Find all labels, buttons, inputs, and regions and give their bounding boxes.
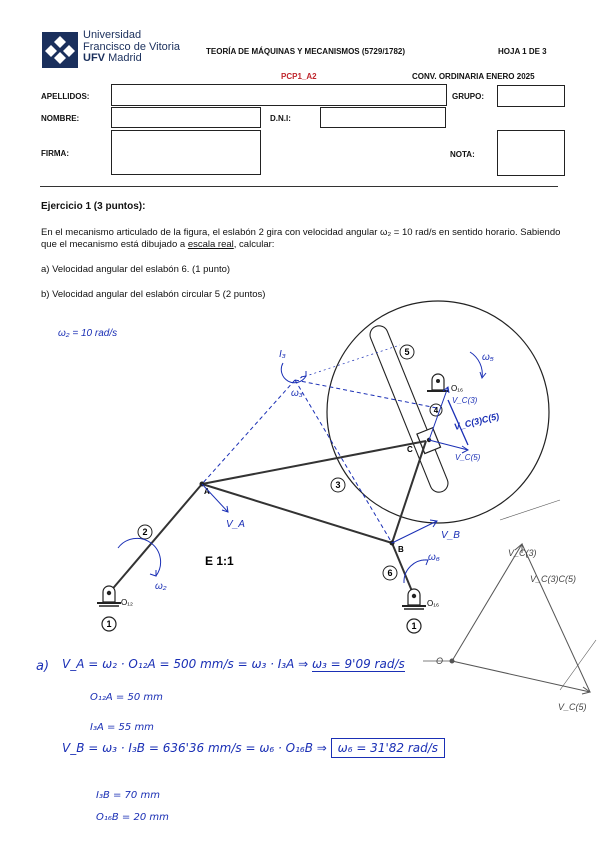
hw-w3: ω₃ bbox=[291, 388, 303, 399]
grade-label: NOTA: bbox=[450, 150, 475, 159]
hw-eq1 bbox=[62, 657, 405, 671]
hw-d2: I₃A = 55 mm bbox=[90, 722, 154, 733]
statement-underlined: escala real bbox=[187, 239, 234, 250]
dni-label: D.N.I: bbox=[270, 114, 291, 123]
hw-eq2-result: ω₆ = 31'82 rad/s bbox=[331, 738, 445, 758]
hw-i3: I₃ bbox=[279, 349, 286, 360]
hw-d1: O₁₂A = 50 mm bbox=[90, 692, 163, 703]
hw-w2-given: ω₂ = 10 rad/s bbox=[58, 328, 118, 339]
pivot-o16-label: O₁₆ bbox=[427, 599, 440, 608]
hw-w2: ω₂ bbox=[155, 581, 167, 592]
course-title: TEORÍA DE MÁQUINAS Y MECANISMOS (5729/1782) bbox=[206, 47, 406, 56]
hw-eq2 bbox=[62, 741, 445, 755]
part-b-question: b) Velocidad angular del eslabón circular 5 (2 puntos) bbox=[41, 289, 266, 300]
point-b-label: B bbox=[398, 545, 404, 554]
university-line2: Francisco de Vitoria bbox=[83, 40, 181, 53]
pivot-o12-label: O₁₂ bbox=[121, 598, 134, 607]
hw-eq2-text: V_B = ω₃ · I₃B = 636'36 mm/s = ω₆ · O₁₆B ⇒ bbox=[62, 741, 327, 755]
poly-vc3: V_C(3) bbox=[508, 548, 537, 558]
exam-call: CONV. ORDINARIA ENERO 2025 bbox=[412, 72, 535, 81]
group-label: GRUPO: bbox=[452, 92, 484, 101]
university-line3-rest: Madrid bbox=[108, 52, 142, 64]
hw-d4: O₁₆B = 20 mm bbox=[96, 812, 169, 823]
point-a-label: A bbox=[204, 487, 210, 496]
link2 bbox=[109, 484, 202, 593]
hw-va: V_A bbox=[226, 519, 245, 530]
university-line1: Universidad bbox=[83, 29, 142, 41]
link-label-6: 6 bbox=[387, 568, 393, 578]
link-label-5: 5 bbox=[404, 347, 410, 357]
page-indicator: HOJA 1 DE 3 bbox=[498, 47, 547, 56]
exercise-title: Ejercicio 1 (3 puntos): bbox=[41, 201, 146, 212]
hw-vb: V_B bbox=[441, 530, 460, 541]
university-line3-bold: UFV bbox=[83, 52, 105, 64]
signature-label: FIRMA: bbox=[41, 149, 69, 158]
surname-label: APELLIDOS: bbox=[41, 92, 90, 101]
hw-d3: I₃B = 70 mm bbox=[96, 790, 160, 801]
scale-label: E 1:1 bbox=[205, 554, 234, 568]
name-label: NOMBRE: bbox=[41, 114, 80, 123]
hw-vc3c5: V_C(3)C(5) bbox=[453, 411, 501, 432]
hw-eq1-result: ω₃ = 9'09 rad/s bbox=[312, 657, 405, 671]
link-label-1a: 1 bbox=[106, 619, 112, 629]
hw-w6: ω₆ bbox=[428, 552, 440, 563]
link-label-1b: 1 bbox=[411, 621, 417, 631]
link-label-3: 3 bbox=[335, 480, 341, 490]
exam-code: PCP1_A2 bbox=[281, 72, 317, 81]
statement-text: En el mecanismo articulado de la figura, el eslabón 2 gira con velocidad angular ω₂ = 10 rad/s en sentido horario. Sabiendo que el mecanismo está dibujado a bbox=[41, 227, 561, 250]
statement-end: , calcular: bbox=[233, 239, 275, 250]
hw-part-a-mark: a) bbox=[36, 659, 50, 674]
point-c-label: C bbox=[407, 445, 413, 454]
poly-vc3c5: V_C(3)C(5) bbox=[530, 574, 577, 584]
part-a-question: a) Velocidad angular del eslabón 6. (1 punto) bbox=[41, 264, 231, 275]
hw-eq1-text: V_A = ω₂ · O₁₂A = 500 mm/s = ω₃ · I₃A ⇒ bbox=[62, 657, 309, 671]
link-label-2: 2 bbox=[142, 527, 148, 537]
poly-vc5: V_C(5) bbox=[558, 702, 587, 712]
link-label-4: 4 bbox=[433, 406, 439, 415]
hw-vc3: V_C(3) bbox=[452, 396, 478, 405]
poly-o: O bbox=[436, 656, 444, 666]
hw-vc5: V_C(5) bbox=[455, 453, 481, 462]
hw-w5: ω₅ bbox=[482, 352, 494, 363]
pivot-o16-top-label: O₁₆ bbox=[451, 384, 464, 393]
